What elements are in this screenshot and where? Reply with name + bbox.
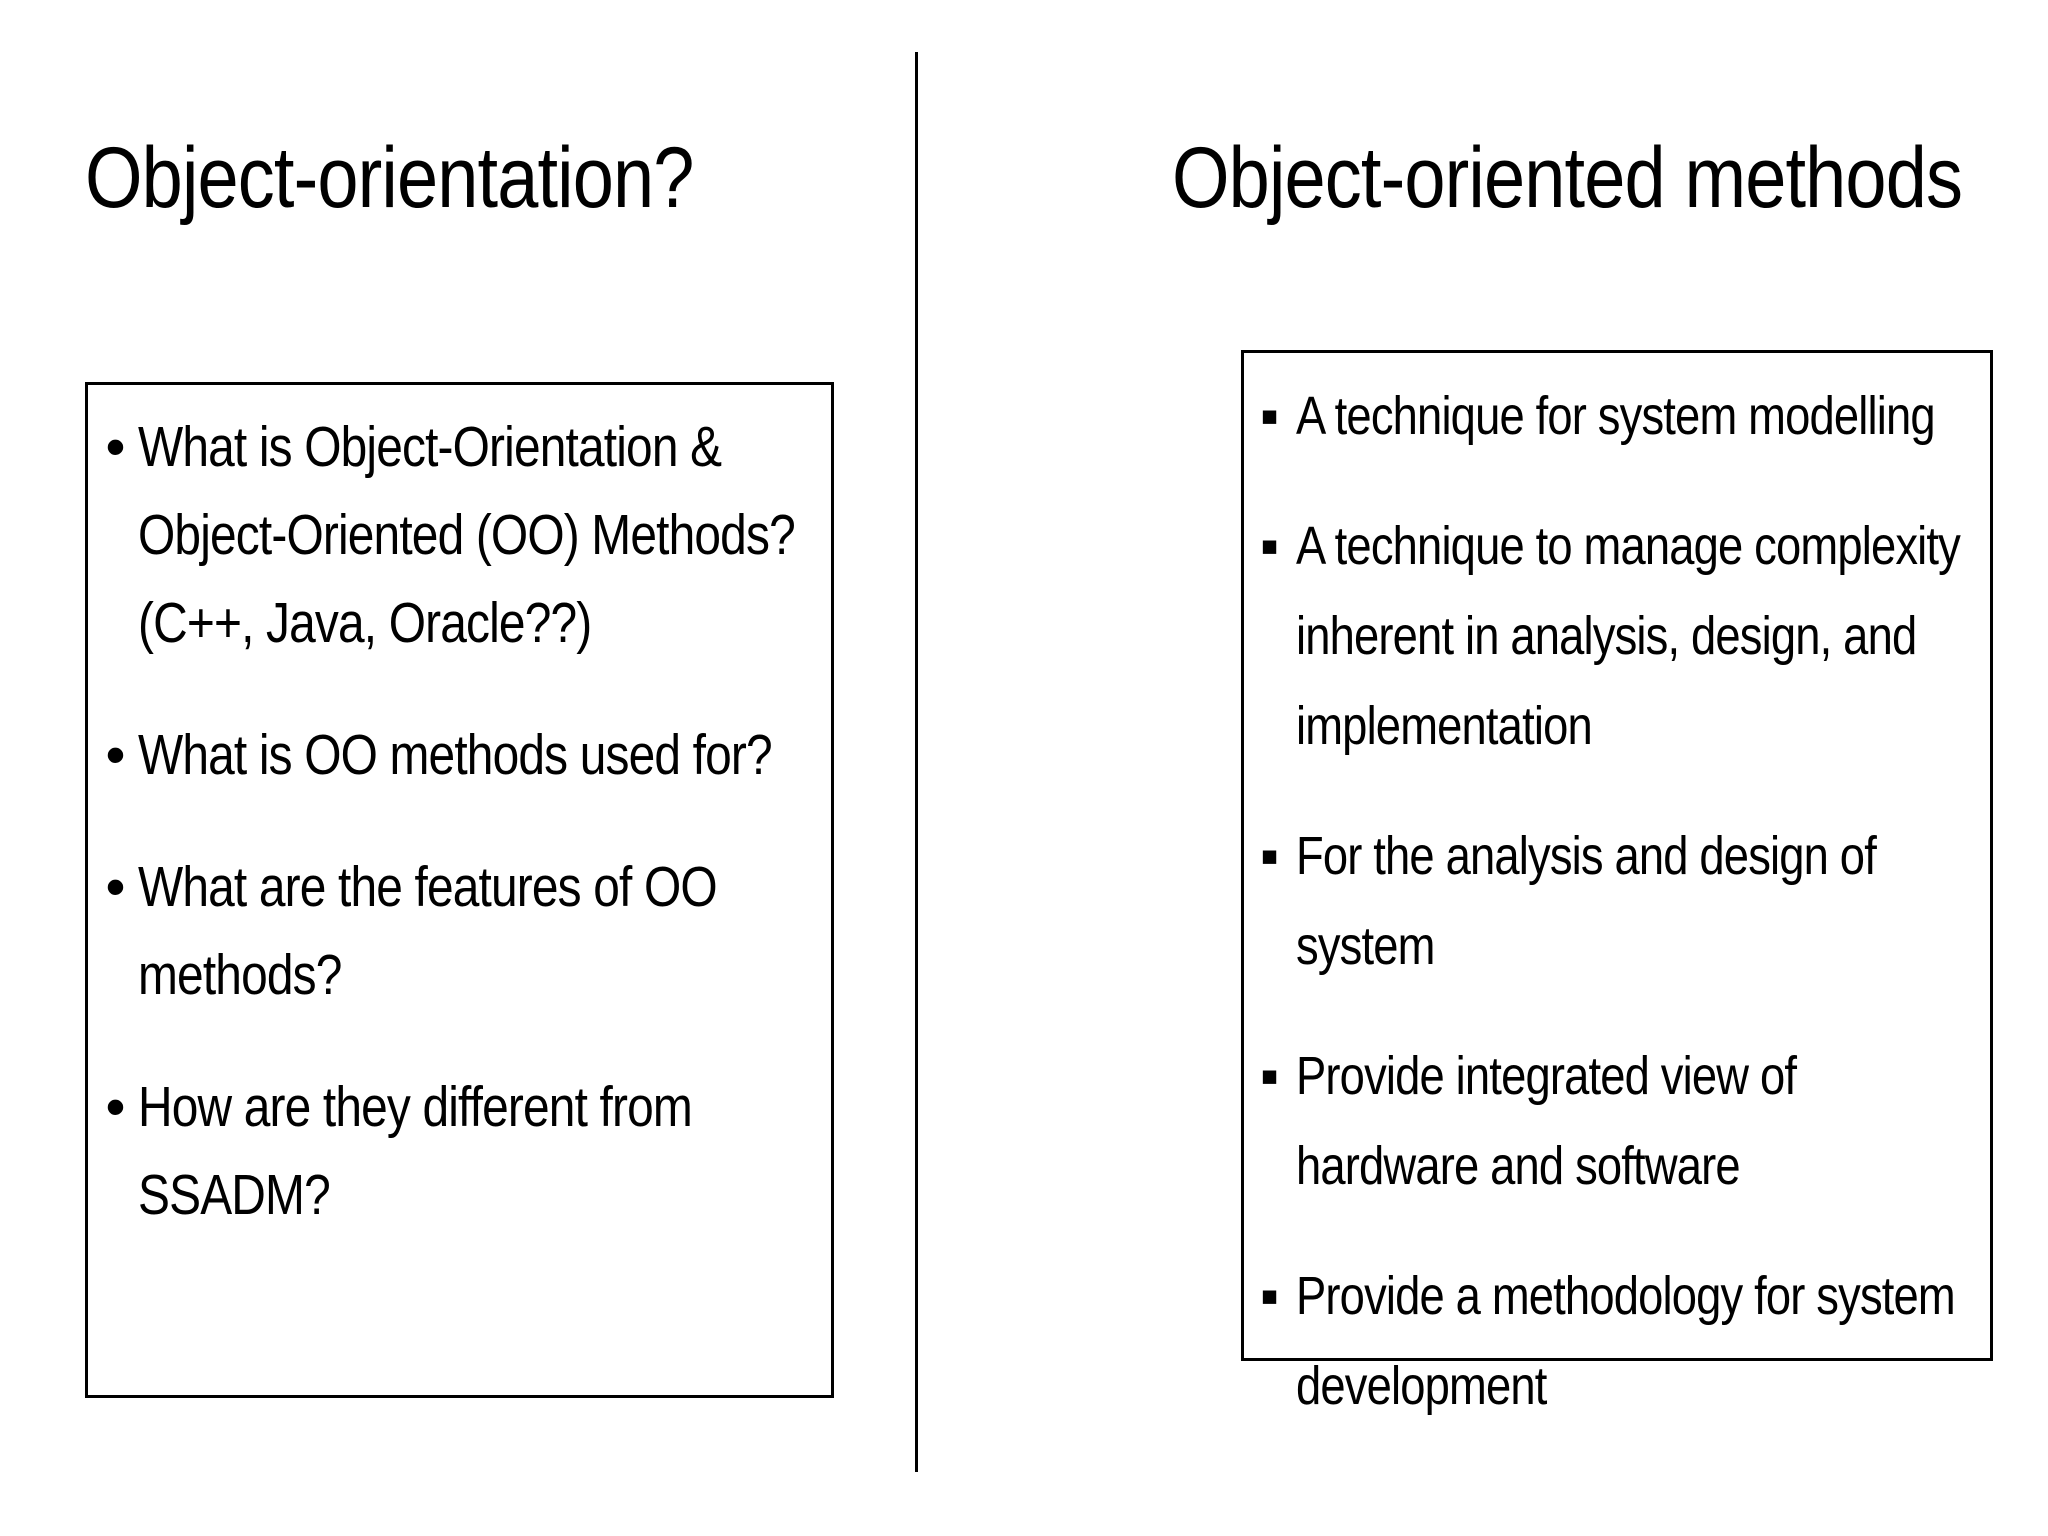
list-item-text: Provide integrated view of hardware and software (1296, 1046, 1797, 1196)
list-item-text: A technique for system modelling (1296, 386, 1935, 446)
square-bullet-icon: ▪ (1259, 386, 1279, 446)
right-content-box (1241, 350, 1993, 1416)
right-slide-title: Object-oriented methods (1172, 130, 1963, 226)
list-item-text: What is OO methods used for? (138, 723, 772, 787)
column-divider (915, 52, 918, 1472)
list-item (1254, 371, 1990, 461)
list-item (100, 403, 831, 667)
list-item-text: What are the features of OO methods? (138, 855, 717, 1007)
left-content-box (85, 382, 834, 1398)
list-item-text: Provide a methodology for system development (1296, 1266, 1955, 1416)
list-item-text: What is Object-Orientation & Object-Oriented (OO) Methods? (C++, Java, Oracle??) (138, 415, 795, 655)
square-bullet-icon: ▪ (1259, 826, 1279, 886)
list-item (100, 711, 831, 799)
list-item (1254, 1031, 1990, 1211)
left-bullet-list (100, 403, 831, 1239)
bullet-icon: • (105, 415, 125, 479)
square-bullet-icon: ▪ (1259, 1046, 1279, 1106)
square-bullet-icon: ▪ (1259, 516, 1279, 576)
list-item (1254, 501, 1990, 771)
bullet-icon: • (105, 855, 125, 919)
list-item (1254, 811, 1990, 991)
list-item-text: For the analysis and design of system (1296, 826, 1876, 976)
list-item-text: How are they different from SSADM? (138, 1075, 692, 1227)
left-slide-title: Object-orientation? (85, 130, 694, 226)
right-bullet-list (1254, 371, 1990, 1431)
list-item (1254, 1251, 1990, 1431)
list-item (100, 843, 831, 1019)
bullet-icon: • (105, 723, 125, 787)
square-bullet-icon: ▪ (1259, 1266, 1279, 1326)
list-item (100, 1063, 831, 1239)
bullet-icon: • (105, 1075, 125, 1139)
list-item-text: A technique to manage complexity inherent in analysis, design, and implementation (1296, 516, 1961, 756)
